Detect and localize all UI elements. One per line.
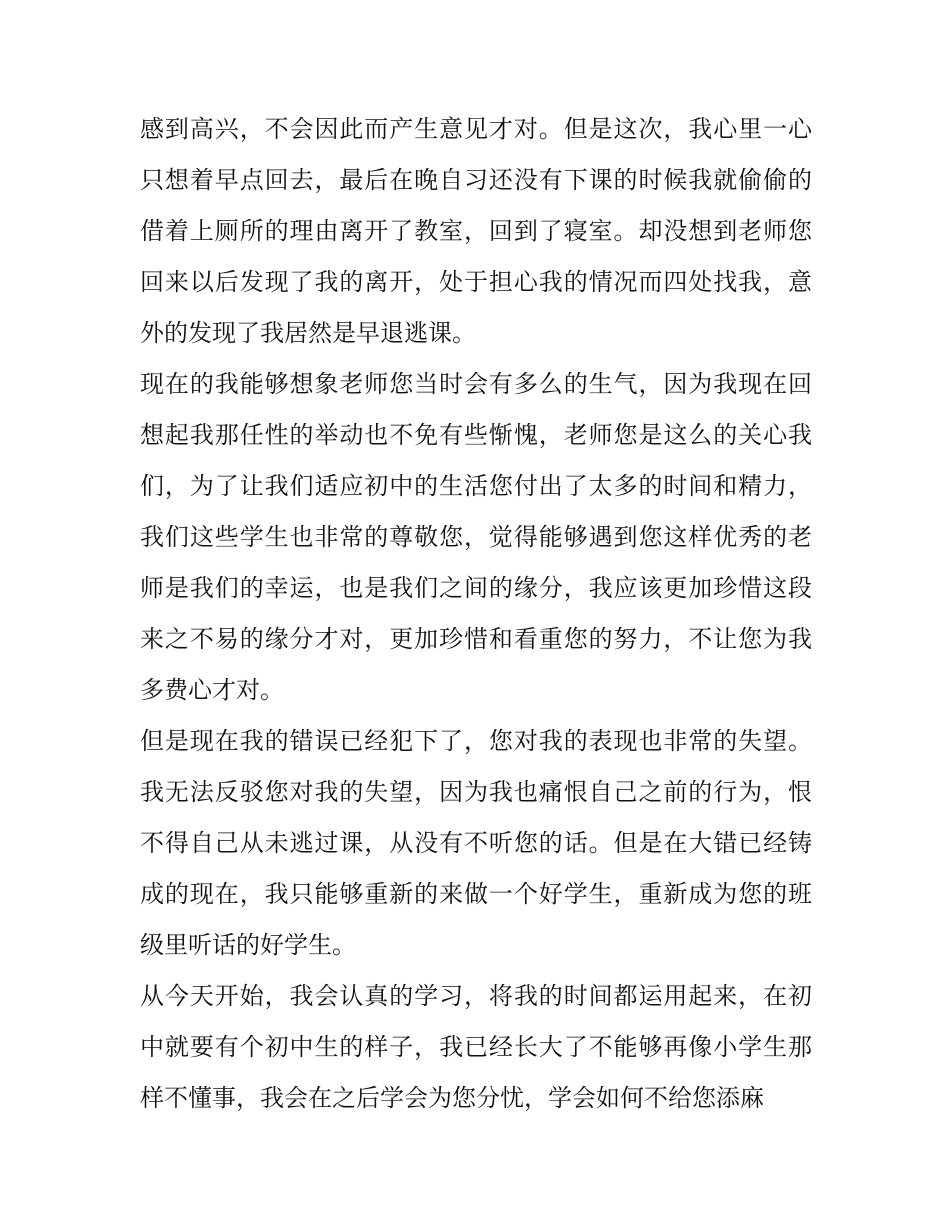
- text-line: 多费心才对。: [140, 676, 284, 704]
- text-line: 从今天开始，我会认真的学习，将我的时间都运用起来，在初: [140, 982, 812, 1010]
- text-line: 现在的我能够想象老师您当时会有多么的生气，因为我现在回: [140, 370, 812, 398]
- text-line: 中就要有个初中生的样子，我已经长大了不能够再像小学生那: [140, 1033, 812, 1061]
- text-line: 但是现在我的错误已经犯下了，您对我的表现也非常的失望。: [140, 727, 812, 755]
- paragraph-4: [140, 971, 812, 1124]
- text-line: 师是我们的幸运，也是我们之间的缘分，我应该更加珍惜这段: [140, 574, 812, 602]
- text-line: 外的发现了我居然是早退逃课。: [140, 319, 476, 347]
- text-line: 级里听话的好学生。: [140, 931, 356, 959]
- text-line: 感到高兴，不会因此而产生意见才对。但是这次，我心里一心: [140, 115, 812, 143]
- text-line: 来之不易的缘分才对，更加珍惜和看重您的努力，不让您为我: [140, 625, 812, 653]
- paragraph-1: [140, 104, 812, 359]
- text-line: 我们这些学生也非常的尊敬您，觉得能够遇到您这样优秀的老: [140, 523, 812, 551]
- text-line: 我无法反驳您对我的失望，因为我也痛恨自己之前的行为，恨: [140, 778, 812, 806]
- text-line: 们，为了让我们适应初中的生活您付出了太多的时间和精力，: [140, 472, 812, 500]
- text-line: 想起我那任性的举动也不免有些惭愧，老师您是这么的关心我: [140, 421, 812, 449]
- document-body: [140, 104, 812, 1124]
- paragraph-3: [140, 716, 812, 971]
- text-line: 成的现在，我只能够重新的来做一个好学生，重新成为您的班: [140, 880, 812, 908]
- text-line: 回来以后发现了我的离开，处于担心我的情况而四处找我，意: [140, 268, 812, 296]
- text-line: 不得自己从未逃过课，从没有不听您的话。但是在大错已经铸: [140, 829, 812, 857]
- text-line: 样不懂事，我会在之后学会为您分忧，学会如何不给您添麻: [140, 1084, 764, 1112]
- paragraph-2: [140, 359, 812, 716]
- text-line: 只想着早点回去，最后在晚自习还没有下课的时候我就偷偷的: [140, 166, 812, 194]
- text-line: 借着上厕所的理由离开了教室，回到了寝室。却没想到老师您: [140, 217, 812, 245]
